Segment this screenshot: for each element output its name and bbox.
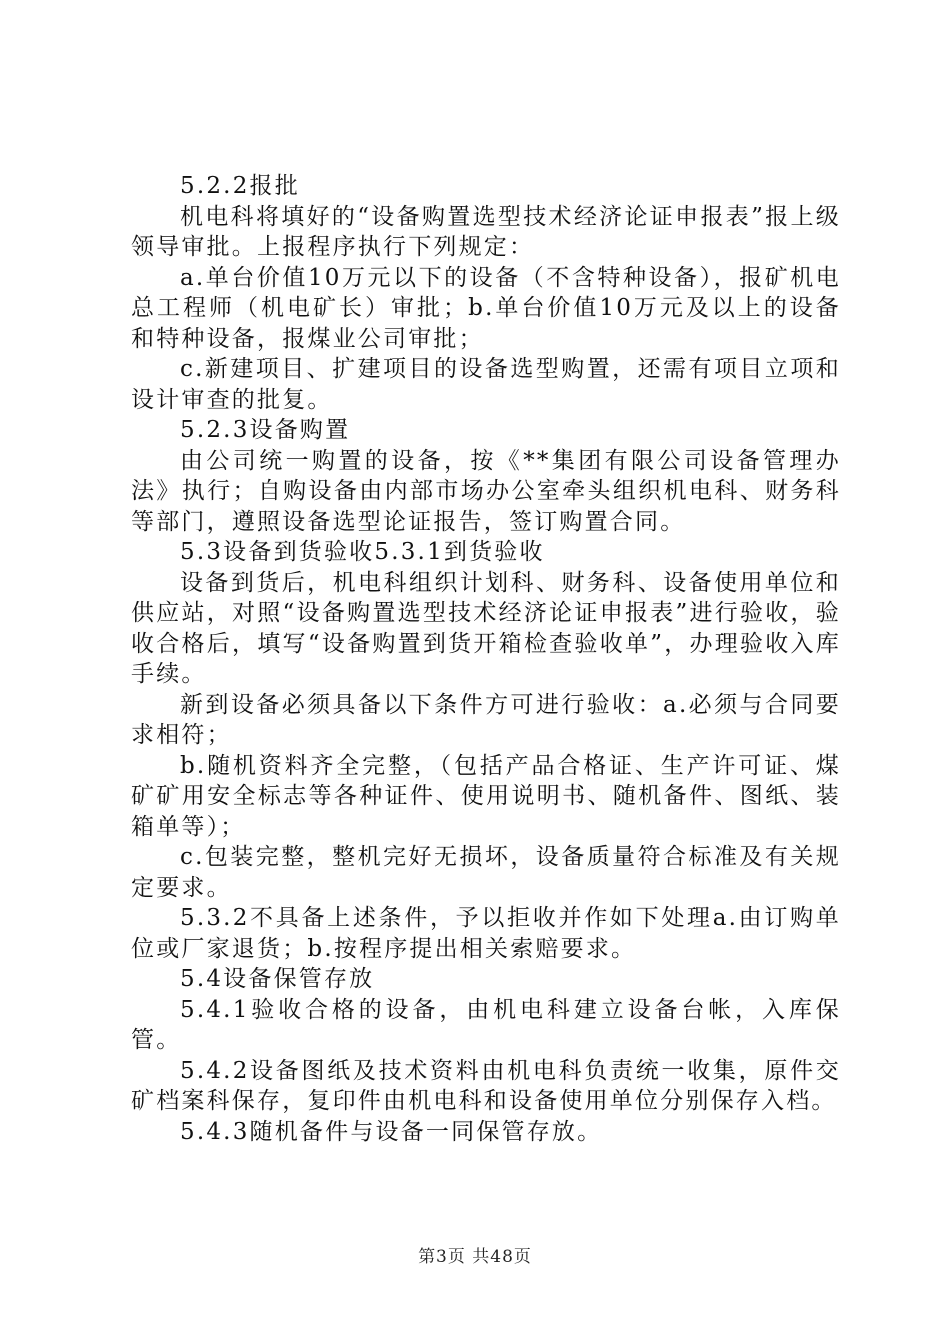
- paragraph-5-4-3: 5.4.3随机备件与设备一同保管存放。: [180, 1118, 603, 1145]
- paragraph-5-4-2: 5.4.2设备图纸及技术资料由机电科负责统一收集，原件交矿档案科保存，复印件由机电科和设备使用单位分别保存入档。: [131, 1057, 841, 1114]
- document-body: [131, 171, 841, 1147]
- paragraph-5-4-1: 5.4.1验收合格的设备，由机电科建立设备台帐，入库保管。: [131, 996, 841, 1053]
- paragraph-rule-a-b: a.单台价值10万元以下的设备（不含特种设备），报矿机电总工程师（机电矿长）审批；b.单台价值10万元及以上的设备和特种设备，报煤业公司审批；: [131, 264, 841, 352]
- section-heading-5-3: 5.3设备到货验收5.3.1到货验收: [180, 539, 545, 565]
- section-heading-5-4: 5.4设备保管存放: [180, 966, 375, 992]
- paragraph-arrival-inspection: 设备到货后，机电科组织计划科、财务科、设备使用单位和供应站，对照“设备购置选型技术经济论证申报表”进行验收，验收合格后，填写“设备购置到货开箱检查验收单”，办理验收入库手续。: [131, 569, 841, 687]
- paragraph-purchase: 由公司统一购置的设备，按《**集团有限公司设备管理办法》执行；自购设备由内部市场办公室牵头组织机电科、财务科等部门，遵照设备选型论证报告，签订购置合同。: [131, 447, 841, 535]
- section-heading-5-2-3: 5.2.3设备购置: [180, 417, 351, 443]
- paragraph-rule-c: c.新建项目、扩建项目的设备选型购置，还需有项目立项和设计审查的批复。: [131, 356, 841, 413]
- page-footer: 第3页 共48页: [418, 1247, 532, 1267]
- paragraph-conditions-b: b.随机资料齐全完整，（包括产品合格证、生产许可证、煤矿矿用安全标志等各种证件、使用说明书、随机备件、图纸、装箱单等）；: [131, 752, 841, 840]
- paragraph-conditions-a: 新到设备必须具备以下条件方可进行验收：a.必须与合同要求相符；: [131, 691, 841, 748]
- section-heading-5-2-2: 5.2.2报批: [180, 173, 300, 199]
- paragraph-conditions-c: c.包装完整，整机完好无损坏，设备质量符合标准及有关规定要求。: [131, 844, 841, 901]
- paragraph-approval-intro: 机电科将填好的“设备购置选型技术经济论证申报表”报上级领导审批。上报程序执行下列规定：: [131, 203, 841, 260]
- paragraph-5-3-2: 5.3.2不具备上述条件，予以拒收并作如下处理a.由订购单位或厂家退货；b.按程序提出相关索赔要求。: [131, 905, 841, 962]
